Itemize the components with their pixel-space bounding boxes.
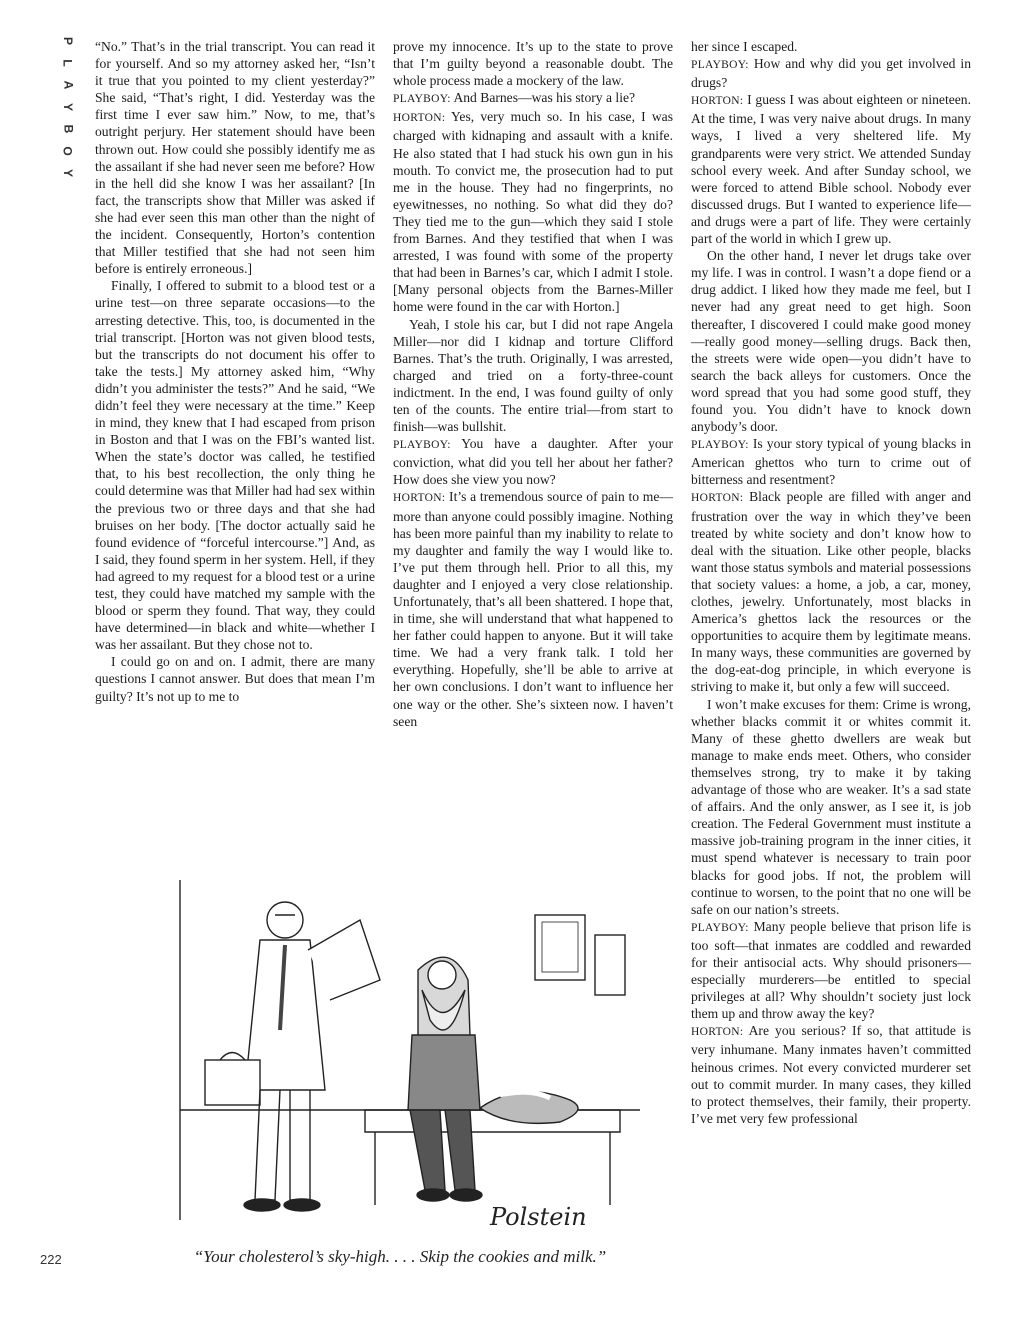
paragraph	[691, 247, 971, 435]
paragraph	[691, 696, 971, 918]
cartoon-illustration	[150, 860, 650, 1238]
speaker-label: HORTON:	[393, 112, 446, 125]
paragraph	[691, 435, 971, 488]
cartoon-caption: “Your cholesterol’s sky-high. . . . Skip the cookies and milk.”	[193, 1247, 607, 1266]
paragraph-text: I guess I was about eighteen or nineteen. At the time, I was very naive about drugs. In many ways, I lived a very sheltered life. My grandparents were very strict. We attended Sunday school every week. And after Sunday school, we were forced to attend Bible school. Nobody ever discussed drugs. But I wanted to experience life—and drugs were a part of life. They were certainly part of the world in which I grew up.	[691, 92, 971, 247]
paragraph-text: And Barnes—was his story a lie?	[450, 90, 636, 106]
paragraph	[691, 38, 971, 55]
paragraph-text: Many people believe that prison life is too soft—that inmates are coddled and rewarded for their antisocial acts. Why should prisoners—especially murderers—be entitled to special privileges at all? Why shouldn’t society just lock them up and throw away the key?	[691, 918, 971, 1022]
running-head-letter: A	[60, 80, 75, 90]
paragraph-text: Is your story typical of young blacks in American ghettos who turn to crime out of bitterness and resentment?	[691, 436, 971, 488]
paragraph-text: It’s a tremendous source of pain to me—more than anyone could possibly imagine. Nothing has been more painful than my inability to relate to my daughter and family the way I would like to. I’ve put them through hell. Prior to all this, my daughter and I enjoyed a very close relationship. Unfortunately, that’s all been shattered. I hope that, in time, she will understand that what happened to her father could happen to anyone. But it will take time. We had a very frank talk. I told her everything. Hopefully, she’ll be able to arrive at her own conclusions. I don’t want to influence her one way or the other. She’s sixteen now. I haven’t seen	[393, 489, 673, 729]
running-head-letter: O	[61, 146, 75, 156]
paragraph	[393, 316, 673, 436]
paragraph	[393, 89, 673, 108]
running-head-letter: L	[61, 59, 75, 67]
column-2	[393, 38, 673, 730]
paragraph-text: Yes, very much so. In his case, I was charged with kidnaping and assault with a knife. He also stated that I had stuck his own gun in his mouth. To convict me, the prosecution had to put me in the house. They had no fingerprints, no eyewitnesses, no nothing. So what did they do? They tied me to the gun—which they said I stole from Barnes. And they testified that when I was arrested, I was found with some of the property that had been in Barnes’s car, which I admit I stole. [Many personal objects from the Barnes-Miller home were found in the car with Horton.]	[393, 109, 673, 315]
paragraph	[691, 55, 971, 91]
diploma-frame	[595, 935, 625, 995]
paragraph: “No.” That’s in the trial transcript. You can read it for yourself. And so my attorney asked her, “Isn’t it true that you pointed to my client yesterday?” She said, “That’s right, I did. Yesterday was the first time I ever saw him.” Now, to me, that’s outright perjury. Her statement should have been thrown out. How could she possibly identify me as the assailant if she had never seen me before? How in the hell did she know I was her assailant? [In fact, the transcripts show that Miller was asked if she had ever seen this man other than the night of the incident. Consequently, Horton’s contention that Miller testified that she had not seen him before is entirely erroneous.]	[95, 39, 375, 277]
paragraph	[393, 108, 673, 315]
speaker-label: PLAYBOY:	[691, 439, 749, 452]
speaker-label: PLAYBOY:	[393, 93, 451, 106]
paragraph-text: Black people are filled with anger and frustration over the way in which they’ve been treated by white society and don’t know how to deal with the situation. Like other people, blacks want those status symbols and material possessions that society values: a home, a job, a car, money, clothes, jewelry. Unfortunately, most blacks in America’s ghettos lack the resources or the opportunities to acquire them by legitimate means. In many ways, these communities are governed by the dog-eat-dog principle, in which everyone is striving to make it, but only a few will succeed.	[691, 489, 971, 695]
speaker-label: HORTON:	[691, 95, 744, 108]
artist-signature: Polstein	[490, 1203, 587, 1231]
speaker-label: HORTON:	[691, 1026, 744, 1039]
paragraph-text: Yeah, I stole his car, but I did not rape Angela Miller—nor did I kidnap and torture Clifford Barnes. That’s the truth. Originally, I was arrested, charged and tried on a forty-three-count indictment. In the end, I was found guilty of only ten of the counts. The entire trial—from start to finish—was bullshit.	[393, 316, 673, 435]
column-3	[691, 38, 971, 1127]
paragraph	[393, 488, 673, 729]
paragraph-text: How and why did you get involved in drugs?	[691, 56, 971, 91]
paragraph	[691, 91, 971, 247]
diploma-frame	[535, 915, 585, 980]
doctor-bag	[205, 1060, 260, 1105]
paragraph-text: prove my innocence. It’s up to the state to prove that I’m guilty beyond a reasonable doubt. The whole process made a mockery of the law.	[393, 39, 673, 89]
paragraph	[393, 38, 673, 89]
running-head-letter: P	[60, 36, 75, 46]
paragraph	[691, 918, 971, 1023]
running-head-letter: Y	[60, 102, 75, 112]
paragraph-text: I won’t make excuses for them: Crime is wrong, whether blacks commit it or whites commit it. Many of these ghetto dwellers are weak but manage to make ends meet. Others, who consider themselves strong, try to make it by taking advantage of those who are weaker. It’s a sad state of affairs. And the only answer, as I see it, is job creation. The Federal Government must institute a massive job-training program in the inner cities, it must spend whatever is necessary to train poor blacks for good jobs. If not, the problem will continue to worsen, to the point that no one will be safe on our nation’s streets.	[691, 696, 971, 917]
paragraph	[691, 1022, 971, 1127]
paragraph-text: her since I escaped.	[691, 39, 798, 54]
speaker-label: HORTON:	[691, 492, 744, 505]
paragraph	[691, 488, 971, 695]
speaker-label: PLAYBOY:	[691, 59, 749, 72]
santa-suit	[480, 1092, 578, 1124]
running-head-letter: B	[60, 124, 75, 134]
paragraph-text: You have a daughter. After your conviction, what did you tell her about her father? How does she view you now?	[393, 436, 673, 488]
paragraph: I could go on and on. I admit, there are many questions I cannot answer. But does that mean I’m guilty? It’s not up to me to	[95, 654, 375, 704]
paragraph: Finally, I offered to submit to a blood test or a urine test—on three separate occasions—to the arresting detective. This, too, is documented in the trial transcript. [Horton was not given blood tests, but the transcripts do not document his offer to take the tests.] My attorney asked him, “Why didn’t you administer the tests?” And he said, “We didn’t feel they were necessary at the time.” Keep in mind, they knew that I had escaped from prison in Boston and that I was on the FBI’s wanted list. When the state’s doctor was called, he testified that, to his best recollection, the only thing he could determine was that Miller had had sex within the previous two or three days and that she had bruises on her body. [The doctor actually said he found evidence of “forceful intercourse.”] And, as I said, they found sperm in her system. Hell, if they had agreed to my request for a blood test or a urine test, they could have matched my sample with the blood or sperm they found. That way, they could have determined—in black and white—whether I was her assailant. But they chose not to.	[95, 278, 375, 653]
speaker-label: PLAYBOY:	[393, 439, 451, 452]
chart-paper	[308, 920, 380, 1000]
speaker-label: PLAYBOY:	[691, 921, 749, 934]
paragraph-text: On the other hand, I never let drugs take over my life. I was in control. I wasn’t a dope fiend or a drug addict. I liked how they made me feel, but I never had any great need to get high. Soon thereafter, I discovered I could make good money—really good money—selling drugs. Back then, the streets were wide open—you didn’t have to search the back alleys for customers. Once the word spread that you had some good stuff, they found you. You didn’t have to knock down anybody’s door.	[691, 248, 971, 435]
paragraph-text: Are you serious? If so, that attitude is very inhumane. Many inmates haven’t committed heinous crimes. Not every convicted murderer set out to commit murder. In many cases, they killed to protect themselves, their family, their property. I’ve met very few professional	[691, 1023, 971, 1126]
running-head-letter: Y	[60, 168, 75, 178]
page-number: 222	[40, 1252, 62, 1267]
running-head	[56, 30, 80, 184]
doctor-figure	[205, 902, 380, 1211]
santa-figure	[408, 957, 482, 1201]
paragraph	[393, 435, 673, 488]
column-1	[95, 38, 375, 705]
speaker-label: HORTON:	[393, 492, 446, 505]
